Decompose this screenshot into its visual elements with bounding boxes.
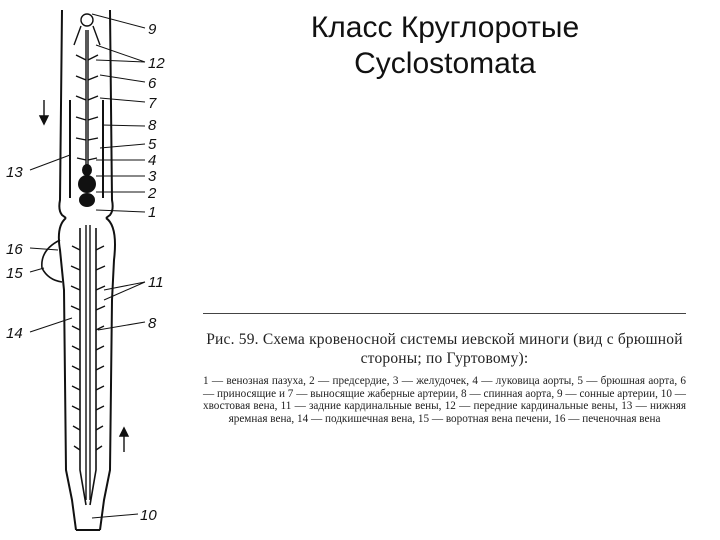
title-line-1: Класс Круглоротые xyxy=(310,11,580,44)
label-10: 10 xyxy=(140,507,157,524)
vessel-branches xyxy=(71,30,105,500)
label-16: 16 xyxy=(6,241,23,258)
label-8-top: 8 xyxy=(148,117,157,134)
lamprey-body-outline xyxy=(59,10,115,530)
label-3: 3 xyxy=(148,168,157,185)
label-4: 4 xyxy=(148,152,157,169)
label-8-bottom: 8 xyxy=(148,315,157,332)
caption-divider xyxy=(203,313,686,314)
label-2: 2 xyxy=(148,185,157,202)
circulatory-diagram xyxy=(0,0,200,540)
carotid-arteries xyxy=(74,14,100,45)
label-15: 15 xyxy=(6,265,23,282)
figure-caption xyxy=(203,330,686,425)
heart-chambers xyxy=(78,164,96,207)
label-1: 1 xyxy=(148,204,157,221)
slide-title xyxy=(250,10,640,82)
label-5: 5 xyxy=(148,136,157,153)
flow-arrows xyxy=(40,100,128,452)
label-11: 11 xyxy=(148,274,164,291)
caption-heading: Рис. 59. Схема кровеносной системы иевской миноги (вид с брюшной стороны; по Гуртовому): xyxy=(206,331,683,367)
caption-legend: 1 — венозная пазуха, 2 — предсердие, 3 — желудочек, 4 — луковица аорты, 5 — брюшная аорта, 6 — приносящие и 7 — выносящие жаберные артерии, 8 — спинная аорта, 9 — сонные артерии, 10 — хвостовая вена, 11 — задние кардинальные вены, 12 — передние кардинальные вены, 13 — нижняя яремная вена, 14 — подкишечная вена, 15 — воротная вена печени, 16 — печеночная вена xyxy=(203,375,686,425)
title-line-2: Cyclostomata xyxy=(354,47,536,80)
label-14: 14 xyxy=(6,325,23,342)
label-13: 13 xyxy=(6,164,23,181)
label-9: 9 xyxy=(148,21,157,38)
label-7: 7 xyxy=(148,95,157,112)
label-6: 6 xyxy=(148,75,157,92)
label-12: 12 xyxy=(148,55,165,72)
